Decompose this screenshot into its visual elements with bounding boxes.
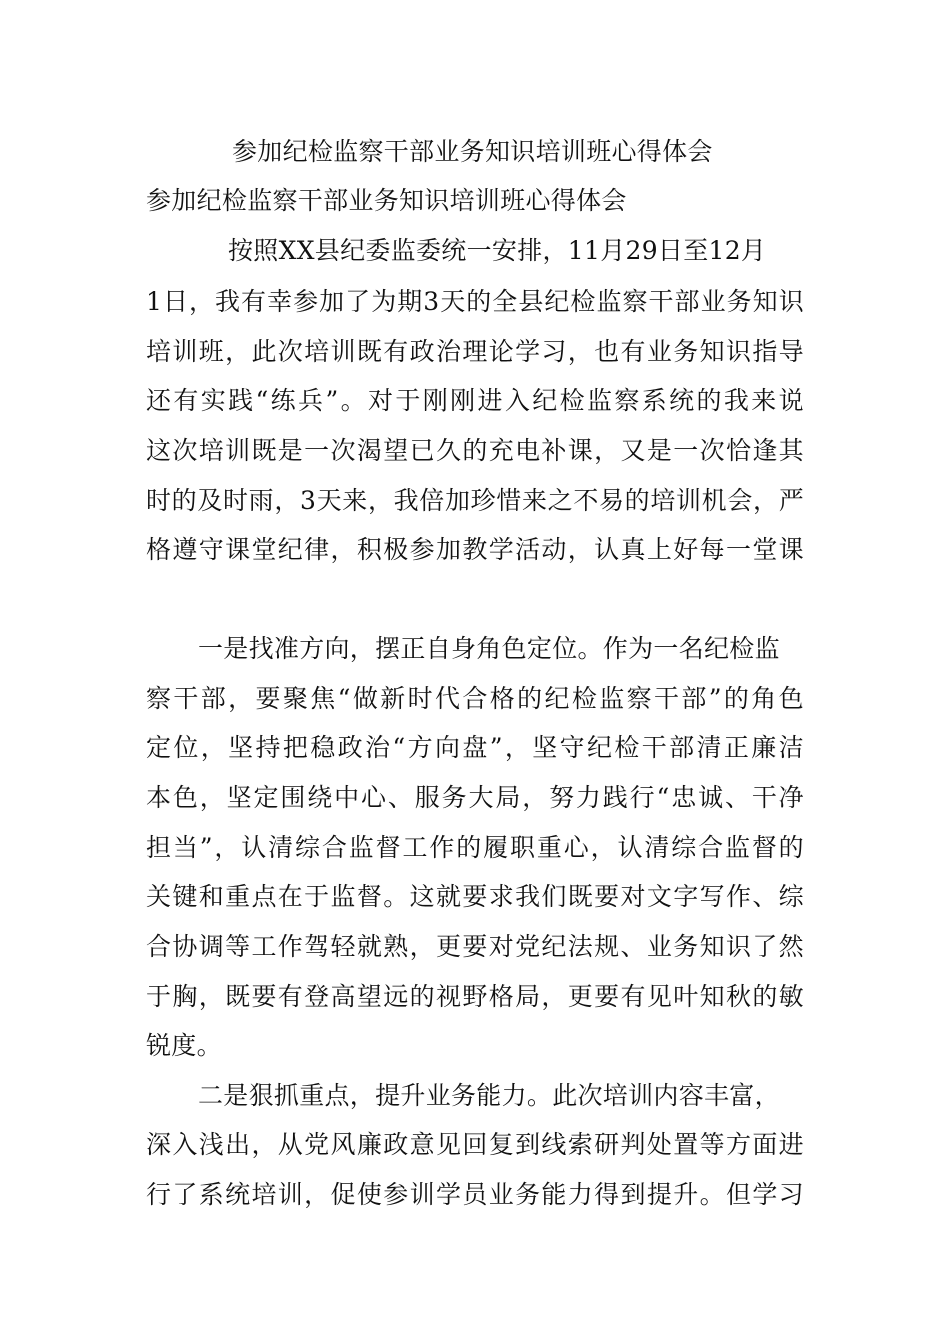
paragraph-1-line-2: 1日，我有幸参加了为期3天的全县纪检监察干部业务知识: [146, 287, 804, 316]
paragraph-1-line-5: 这次培训既是一次渴望已久的充电补课，又是一次恰逢其: [146, 436, 804, 465]
paragraph-1-line-7: 格遵守课堂纪律，积极参加教学活动，认真上好每一堂课: [146, 535, 804, 564]
paragraph-3-line-3: 行了系统培训，促使参训学员业务能力得到提升。但学习: [146, 1180, 804, 1209]
paragraph-2-line-7: 合协调等工作驾轻就熟，更要对党纪法规、业务知识了然: [146, 932, 804, 961]
paragraph-3-line-2: 深入浅出，从党风廉政意见回复到线索研判处置等方面进: [146, 1130, 804, 1159]
paragraph-1-line-4: 还有实践“练兵”。对于刚刚进入纪检监察系统的我来说: [146, 386, 804, 415]
paragraph-2-line-8: 于胸，既要有登高望远的视野格局，更要有见叶知秋的敏: [146, 982, 804, 1011]
paragraph-1-line-3: 培训班，此次培训既有政治理论学习，也有业务知识指导: [146, 337, 804, 366]
paragraph-1-line-6: 时的及时雨，3天来，我倍加珍惜来之不易的培训机会，严: [146, 486, 804, 515]
paragraph-2-line-2: 察干部，要聚焦“做新时代合格的纪检监察干部”的角色: [146, 684, 804, 713]
paragraph-2-line-1: 一是找准方向，摆正自身角色定位。作为一名纪检监: [198, 634, 780, 663]
paragraph-1-line-1: 按照XX县纪委监委统一安排，11月29日至12月: [228, 236, 767, 265]
document-subtitle: 参加纪检监察干部业务知识培训班心得体会: [146, 186, 627, 215]
paragraph-2-line-3: 定位，坚持把稳政治“方向盘”，坚守纪检干部清正廉洁: [146, 733, 804, 762]
paragraph-3-line-1: 二是狠抓重点，提升业务能力。此次培训内容丰富，: [198, 1081, 780, 1110]
paragraph-2-line-4: 本色，坚定围绕中心、服务大局，努力践行“忠诚、干净: [146, 783, 804, 812]
paragraph-2-line-9: 锐度。: [146, 1031, 222, 1060]
document-title: 参加纪检监察干部业务知识培训班心得体会: [232, 137, 713, 166]
paragraph-2-line-5: 担当”，认清综合监督工作的履职重心，认清综合监督的: [146, 833, 804, 862]
paragraph-2-line-6: 关键和重点在于监督。这就要求我们既要对文字写作、综: [146, 882, 804, 911]
